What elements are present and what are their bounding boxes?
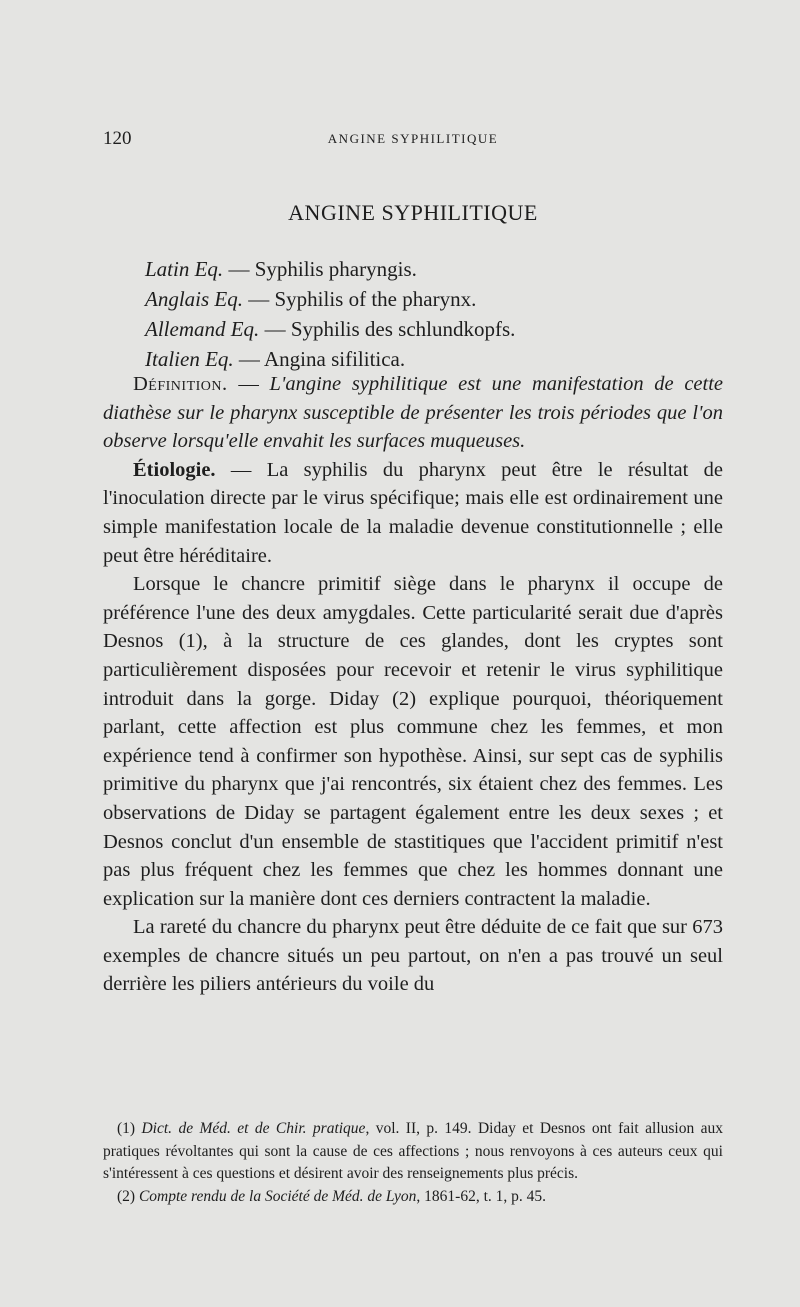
running-header [103,128,723,152]
synonym-term: — Syphilis des schlundkopfs. [259,317,516,341]
synonym-language: Allemand Eq. [145,317,260,341]
running-title: ANGINE SYPHILITIQUE [327,131,499,146]
footnotes [103,1118,723,1208]
synonym-language: Italien Eq. [145,347,234,371]
definition-label: Définition. [133,373,228,395]
synonym-list [145,254,705,374]
footnote-2 [103,1186,723,1209]
synonym-latin [145,254,705,284]
synonym-language: Latin Eq. [145,257,224,281]
footnote-1 [103,1118,723,1186]
body-paragraph: Lorsque le chancre primitif siège dans le pharynx il occupe de préférence l'une des deux amygdales. Cette particularité serait due d'après Desnos (1), à la structure de ces glandes, dont les cryptes sont particulièrement disposées pour recevoir et retenir le virus syphilitique introduit dans la gorge. Diday (2) explique pourquoi, théoriquement parlant, cette affection est plus commune chez les femmes, et mon expérience tend à confirmer son hypothèse. Ainsi, sur sept cas de syphilis primitive du pharynx que j'ai rencontrés, six étaient chez des femmes. Les observations de Diday se partagent également entre les deux sexes ; et Desnos conclut d'un ensemble de stastitiques que l'accident primitif n'est pas plus fréquent chez les femmes que chez les hommes donnant une explication sur la manière dont ces derniers contractent la maladie. [103,573,723,910]
footnote-marker: (1) [117,1120,142,1137]
footnote-text: , vol. II, p. 149. Diday et Desnos ont fait allusion aux pratiques révoltantes qui sont la cause de ces affections ; nous renvoyons à ces auteurs ceux qui s'intéressent à ces questions et désirent avoir des renseignements plus précis. [103,1120,723,1182]
synonym-german [145,314,705,344]
definition-text: L'angine syphilitique est une manifestation de cette diathèse sur le pharynx susceptible de présenter les trois périodes que l'on observe lorsqu'elle envahit les surfaces muqueuses. [103,373,724,453]
body-paragraph: La rareté du chancre du pharynx peut être déduite de ce fait que sur 673 exemples de chancre situés un peu partout, on n'en a pas trouvé un seul derrière les piliers antérieurs du voile du [103,916,723,996]
chapter-title: ANGINE SYPHILITIQUE [288,200,538,225]
footnote-source: Dict. de Méd. et de Chir. pratique [141,1120,366,1137]
etiology-paragraph [103,456,723,570]
etiology-label: Étiologie. [133,458,216,481]
definition-dash: — [227,373,270,395]
etiology-text: — La syphilis du pharynx peut être le résultat de l'inoculation directe par le virus spécifique; mais elle est ordinairement une simple manifestation locale de la maladie devenue constitutionnelle ; elle peut être héréditaire. [103,458,723,567]
page-number: 120 [103,128,132,149]
footnote-marker: (2) [117,1187,139,1205]
body-text [103,370,723,999]
footnote-text: , 1861-62, t. 1, p. 45. [416,1187,547,1205]
definition-paragraph [103,370,723,456]
footnote-source: Compte rendu de la Société de Méd. de Lyon [138,1187,417,1205]
synonym-term: — Angina sifilitica. [233,347,406,371]
synonym-language: Anglais Eq. [145,287,243,311]
synonym-english [145,284,705,314]
synonym-term: — Syphilis pharyngis. [223,257,417,281]
synonym-term: — Syphilis of the pharynx. [243,287,477,311]
